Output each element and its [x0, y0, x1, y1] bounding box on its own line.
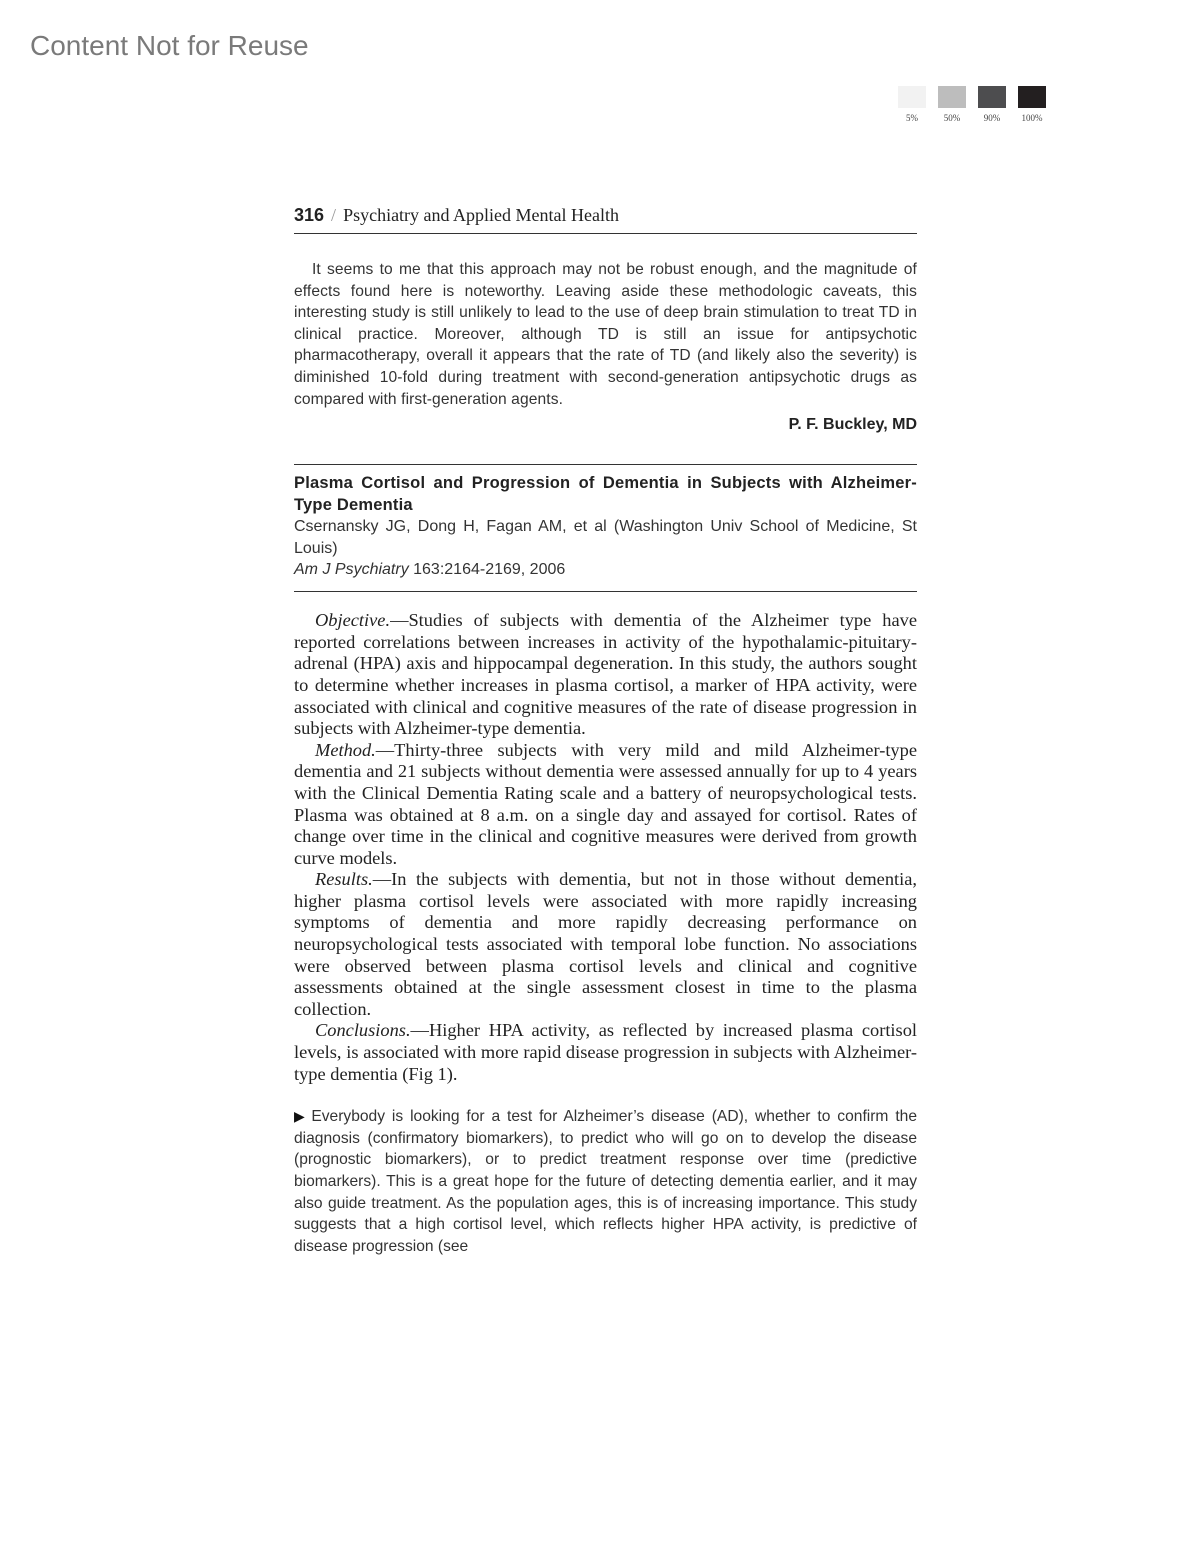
- results-text: —In the subjects with dementia, but not in those without dementia, higher plasma cortisol levels were associated with more rapidly increasing symptoms of dementia and more rapidly decreasing performance on neuropsychological tests associated with temporal lobe function. No associations were observed between plasma cortisol levels and clinical and cognitive assessments obtained at the single assessment closest in time to the plasma collection.: [294, 869, 917, 1019]
- method-label: Method.: [315, 739, 376, 760]
- swatch-label: 5%: [906, 113, 918, 123]
- conclusions-text: —Higher HPA activity, as reflected by increased plasma cortisol levels, is associated with more rapid disease progression in subjects with Alzheimer-type dementia (Fig 1).: [294, 1020, 917, 1084]
- swatch-50: [938, 86, 966, 123]
- swatch-label: 90%: [983, 113, 1001, 123]
- color-calibration-swatches: [898, 86, 1046, 123]
- swatch-box: [898, 86, 926, 108]
- article-authors: Csernansky JG, Dong H, Fagan AM, et al (Washington Univ School of Medicine, St Louis): [294, 518, 917, 557]
- triangle-marker-icon: ▶: [294, 1108, 308, 1125]
- swatch-100: [1018, 86, 1046, 123]
- citation-journal: Am J Psychiatry: [294, 561, 409, 579]
- commentary-text: Everybody is looking for a test for Alzheimer’s disease (AD), whether to confirm the diagnosis (confirmatory biomarkers), to predict who will go on to develop the disease (prognostic biomarkers), or to predict treatment response over time (predictive biomarkers). This is a great hope for the future of detecting dementia earlier, and it may also guide treatment. As the population ages, this is of increasing importance. This study suggests that a high cortisol level, which reflects higher HPA activity, is predictive of disease progression (see: [294, 1108, 917, 1255]
- objective-label: Objective.: [315, 610, 391, 631]
- swatch-label: 50%: [943, 113, 961, 123]
- conclusions-label: Conclusions.: [315, 1020, 411, 1041]
- swatch-5: [898, 86, 926, 123]
- article-citation: [294, 559, 917, 581]
- objective-text: —Studies of subjects with dementia of the Alzheimer type have reported correlations between increases in activity of the hypothalamic-pituitary-adrenal (HPA) axis and hippocampal degeneration. In this study, the authors sought to determine whether increases in plasma cortisol, a marker of HPA activity, were associated with clinical and cognitive measures of the rate of disease progression in subjects with Alzheimer-type dementia.: [294, 610, 917, 739]
- abstract-objective: [294, 610, 917, 740]
- swatch-box: [938, 86, 966, 108]
- page-number: 316: [294, 205, 325, 225]
- abstract: [294, 610, 917, 1085]
- editor-commentary: [294, 1106, 917, 1257]
- abstract-method: [294, 740, 917, 870]
- running-head: [294, 205, 917, 234]
- swatch-box: [1018, 86, 1046, 108]
- swatch-90: [978, 86, 1006, 123]
- previous-commentary: It seems to me that this approach may not be robust enough, and the magnitude of effects found here is noteworthy. Leaving aside these methodologic caveats, this interesting study is still unlikely to lead to the use of deep brain stimulation to treat TD in clinical practice. Moreover, although TD is still an issue for antipsychotic pharmacotherapy, overall it appears that the rate of TD (and likely also the severity) is diminished 10-fold during treatment with second-generation antipsychotic drugs as compared with first-generation agents.: [294, 261, 917, 408]
- article-header: [294, 464, 917, 592]
- document-page: [294, 205, 917, 1257]
- running-head-separator: /: [331, 205, 337, 225]
- journal-title: Psychiatry and Applied Mental Health: [343, 205, 620, 225]
- abstract-results: [294, 869, 917, 1020]
- watermark: Content Not for Reuse: [30, 30, 309, 61]
- results-label: Results.: [315, 869, 373, 890]
- commentary-signature: P. F. Buckley, MD: [788, 416, 917, 434]
- abstract-conclusions: [294, 1020, 917, 1085]
- method-text: —Thirty-three subjects with very mild and mild Alzheimer-type dementia and 21 subjects without dementia were assessed annually for up to 4 years with the Clinical Dementia Rating scale and a battery of neuropsychological tests. Plasma was obtained at 8 a.m. on a single day and assayed for cortisol. Rates of change over time in the clinical and cognitive measures were derived from growth curve models.: [294, 739, 917, 868]
- citation-details: 163:2164-2169, 2006: [408, 561, 566, 579]
- swatch-box: [978, 86, 1006, 108]
- article-title: Plasma Cortisol and Progression of Dementia in Subjects with Alzheimer-Type Dementia: [294, 474, 917, 514]
- swatch-label: 100%: [1021, 113, 1043, 123]
